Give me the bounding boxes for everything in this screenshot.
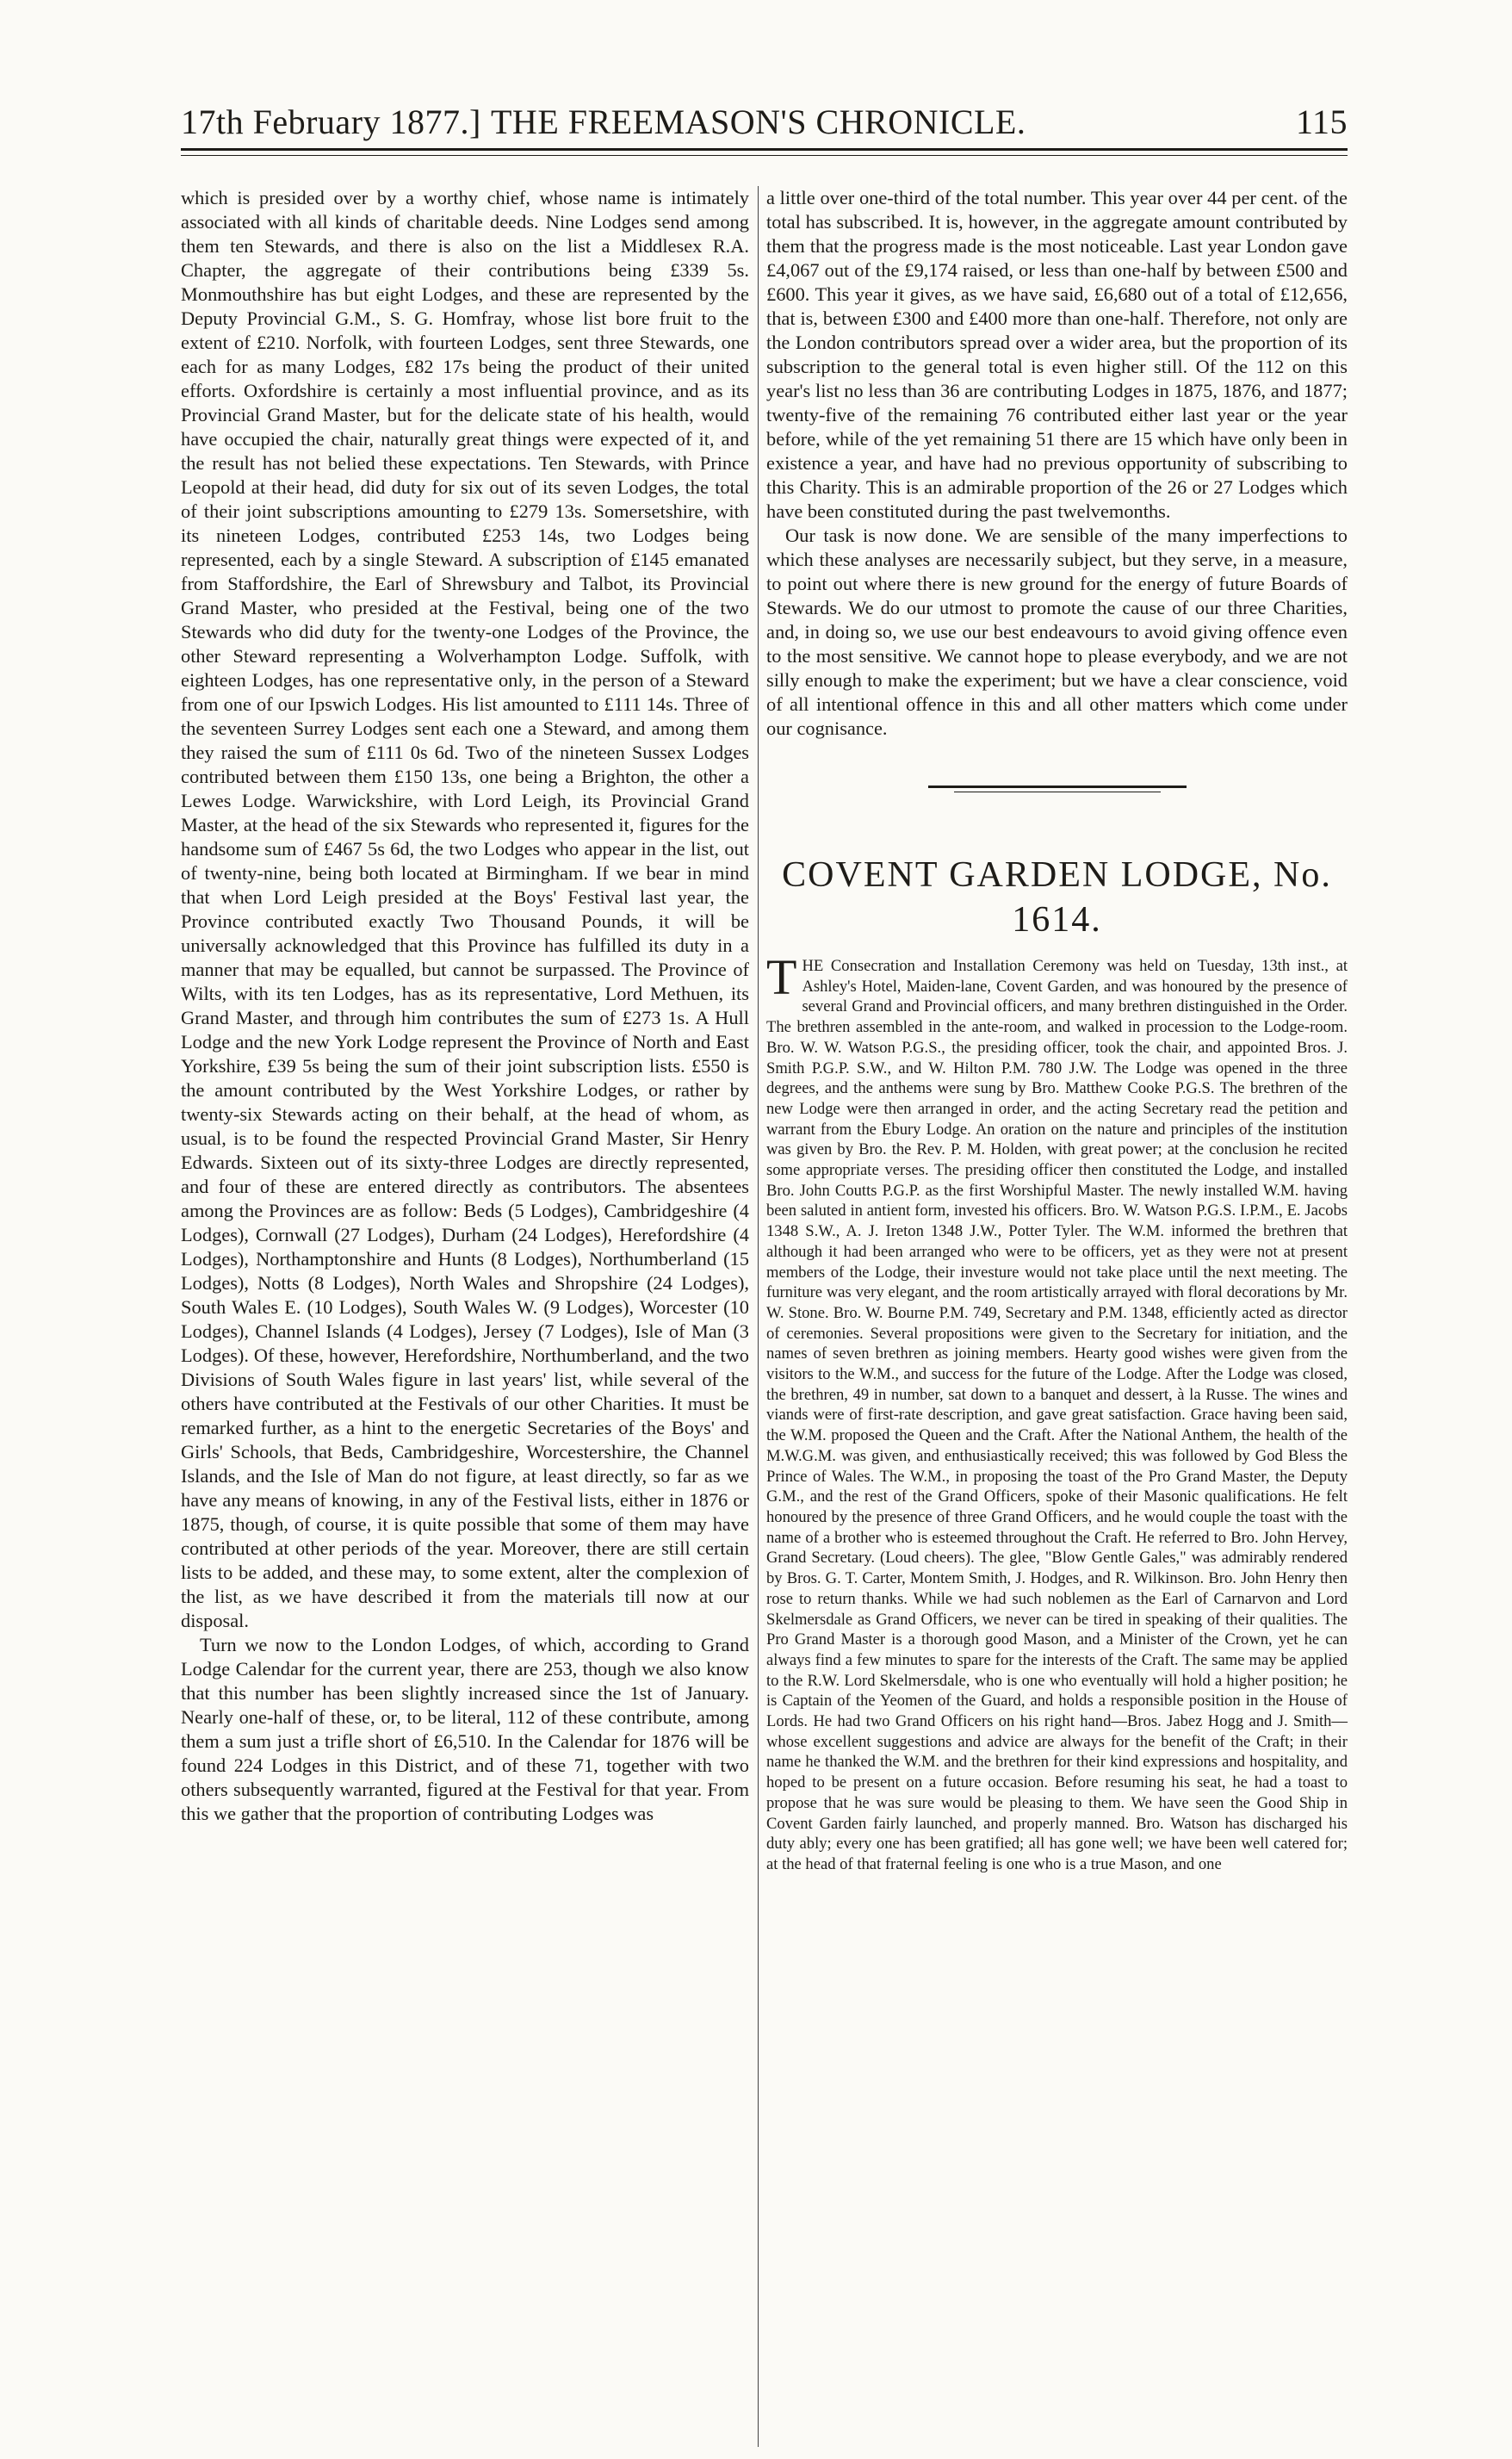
article-paragraph: a little over one-third of the total number. This year over 44 per cent. of the total has subscribed. It is, however, in the aggregate amount contributed by them that the progress made is the most noticeable. Last year London gave £4,067 out of the £9,174 raised, or less than one-half by between £500 and £600. This year it gives, as we have said, £6,680 out of a total of £12,656, that is, between £300 and £400 more than one-half. Therefore, not only are the London contributors spread over a wider area, but the proportion of its subscription to the general total is even higher still. Of the 112 on this year's list no less than 36 are contributing Lodges in 1875, 1876, and 1877; twenty-five of the remaining 76 contributed either last year or the year before, while of the yet remaining 51 there are 15 which have only been in existence a year, and have had no previous opportunity of subscribing to this Charity. This is an admirable proportion of the 26 or 27 Lodges which have been constituted during the past twelvemonths. [766, 187, 1348, 522]
section-separator [928, 786, 1187, 796]
issue-date: 17th February 1877.] [181, 102, 481, 141]
page-header [181, 102, 1348, 143]
article-paragraph: Turn we now to the London Lodges, of which, according to Grand Lodge Calendar for the current year, there are 253, though we also know that this number has been slightly increased since the 1st of January. Nearly one-half of these, or, to be literal, 112 of these contribute, among them a sum just a trifle short of £6,510. In the Calendar for 1876 will be found 224 Lodges in this District, and of these 71, together with two others subsequently warranted, figured at the Festival for that year. From this we gather that the proportion of contributing Lodges was [181, 1634, 749, 1824]
header-rule-thick [181, 148, 1348, 151]
article-paragraph: Our task is now done. We are sensible of the many imperfections to which these analyses are necessarily subject, but they serve, in a measure, to point out where there is new ground for the energy of future Boards of Stewards. We do our utmost to promote the cause of our three Charities, and, in doing so, we use our best endeavours to avoid giving offence even to the most sensitive. We cannot hope to please everybody, and we are not silly enough to make the experiment; but we have a clear conscience, void of all intentional offence in this and all other matters which come under our cognisance. [766, 525, 1348, 739]
left-column [181, 186, 749, 1826]
page-number: 115 [1295, 102, 1348, 141]
report-paragraph [766, 949, 1348, 1875]
section-heading: COVENT GARDEN LODGE, No. 1614. [782, 855, 1332, 940]
article-continuation [766, 186, 1348, 741]
article-paragraph: which is presided over by a worthy chief, whose name is intimately associated with all kinds of charitable deeds. Nine Lodges send among them ten Stewards, and there is also on the list a Middlesex R.A. Chapter, the aggregate of their contributions being £339 5s. Monmouthshire has but eight Lodges, and these are represented by the Deputy Provincial G.M., S. G. Homfray, whose list bore fruit to the extent of £210. Norfolk, with fourteen Lodges, sent three Stewards, one each for as many Lodges, £82 17s being the product of their united efforts. Oxfordshire is certainly a most influential province, and as its Provincial Grand Master, but for the delicate state of his health, would have occupied the chair, naturally great things were expected of it, and the result has not belied these expectations. Ten Stewards, with Prince Leopold at their head, did duty for six out of its seven Lodges, the total of their joint subscriptions amounting to £279 13s. Somersetshire, with its nineteen Lodges, contributed £253 14s, two Lodges being represented, each by a single Steward. A subscription of £145 emanated from Staffordshire, the Earl of Shrewsbury and Talbot, its Provincial Grand Master, who presided at the Festival, being one of the two Stewards who did duty for the twenty-one Lodges of the Province, the other Steward representing a Wolverhampton Lodge. Suffolk, with eighteen Lodges, has one representative only, in the person of a Steward from one of our Ipswich Lodges. His list amounted to £111 14s. Three of the seventeen Surrey Lodges sent each one a Steward, and among them they raised the sum of £111 0s 6d. Two of the nineteen Sussex Lodges contributed between them £150 13s, one being a Brighton, the other a Lewes Lodge. Warwickshire, with Lord Leigh, its Provincial Grand Master, at the head of the six Stewards who represented it, figures for the handsome sum of £467 5s 6d, the two Lodges who appear in the list, out of twenty-nine, being both located at Birmingham. If we bear in mind that when Lord Leigh presided at the Boys' Festival last year, the Province contributed exactly Two Thousand Pounds, it will be universally acknowledged that this Province has fulfilled its duty in a manner that may be equalled, but cannot be surpassed. The Province of Wilts, with its ten Lodges, has as its representative, Lord Methuen, its Grand Master, and through him contributes the sum of £273 1s. A Hull Lodge and the new York Lodge represent the Province of North and East Yorkshire, £39 5s being the sum of their joint subscription lists. £550 is the amount contributed by the West Yorkshire Lodges, or rather by twenty-six Stewards acting on their behalf, at the head of whom, as usual, is to be found the respected Provincial Grand Master, Sir Henry Edwards. Sixteen out of its sixty-three Lodges are directly represented, and four of these are entered directly as contributors. The absentees among the Provinces are as follow: Beds (5 Lodges), Cambridgeshire (4 Lodges), Cornwall (27 Lodges), Durham (24 Lodges), Herefordshire (4 Lodges), Northamptonshire and Hunts (8 Lodges), Northumberland (15 Lodges), Notts (8 Lodges), North Wales and Shropshire (24 Lodges), South Wales E. (10 Lodges), South Wales W. (9 Lodges), Worcester (10 Lodges), Channel Islands (4 Lodges), Jersey (7 Lodges), Isle of Man (3 Lodges). Of these, however, Herefordshire, Northumberland, and the two Divisions of South Wales figure in last years' list, while several of the others have contributed at the Festivals of our other Charities. It must be remarked further, as a hint to the energetic Secretaries of the Boys' and Girls' Schools, that Beds, Cambridgeshire, Worcestershire, the Channel Islands, and the Isle of Man do not figure, at least directly, so far as we have any means of knowing, in any of the Festival lists, either in 1876 or 1875, though, of course, it is quite possible that some of them may have contributed at other periods of the year. Moreover, there are still certain lists to be added, and these may, to some extent, alter the complexion of the list, as we have described it from the materials till now at our disposal. [181, 187, 749, 1631]
right-column [766, 186, 1348, 1875]
drop-cap: T [766, 949, 797, 1005]
lodge-report [766, 949, 1348, 1875]
column-divider [758, 186, 759, 2447]
publication-title: THE FREEMASON'S CHRONICLE. [491, 102, 1026, 141]
report-text: HE Consecration and Installation Ceremony was held on Tuesday, 13th inst., at Ashley's Hotel, Maiden-lane, Covent Garden, and was honoured by the presence of several Grand and Provincial officers, and many brethren distinguished in the Order. The brethren assembled in the ante-room, and walked in procession to the Lodge-room. Bro. W. W. Watson P.G.S., the presiding officer, took the chair, and appointed Bros. J. Smith P.G.P. S.W., and W. Hilton P.M. 780 J.W. The Lodge was opened in the three degrees, and the anthems were sung by Bro. Matthew Cooke P.G.S. The brethren of the new Lodge were then arranged in order, and the acting Secretary read the petition and warrant from the Ebury Lodge. An oration on the nature and principles of the institution was given by Bro. the Rev. P. M. Holden, with great power; at the conclusion he recited some appropriate verses. The presiding officer then constituted the Lodge, and installed Bro. John Coutts P.G.P. as the first Worshipful Master. The newly installed W.M. having been saluted in antient form, invested his officers. Bro. W. Watson P.G.S. I.P.M., E. Jacobs 1348 S.W., A. J. Ireton 1348 J.W., Potter Tyler. The W.M. informed the brethren that although it had been arranged who were to be officers, yet as they were not at present members of the Lodge, their investure would not take place until the next meeting. The furniture was very elegant, and the room artistically arrayed with floral decorations by Mr. W. Stone. Bro. W. Bourne P.M. 749, Secretary and P.M. 1348, efficiently acted as director of ceremonies. Several propositions were given to the Secretary for initiation, and the names of seven brethren as joining members. Hearty good wishes were given from the visitors to the W.M., and success for the future of the Lodge. After the Lodge was closed, the brethren, 49 in number, sat down to a banquet and dessert, à la Russe. The wines and viands were of first-rate description, and gave great satisfaction. Grace having been said, the W.M. proposed the Queen and the Craft. After the National Anthem, the health of the M.W.G.M. was given, and enthusiastically received; this was followed by God Bless the Prince of Wales. The W.M., in proposing the toast of the Pro Grand Master, the Deputy G.M., and the rest of the Grand Officers, spoke of their Masonic qualifications. He felt honoured by the presence of three Grand Officers, and he would couple the toast with the name of a brother who is esteemed throughout the Craft. He referred to Bro. John Hervey, Grand Secretary. (Loud cheers). The glee, "Blow Gentle Gales," was admirably rendered by Bros. G. T. Carter, Montem Smith, J. Hodges, and R. Wilkinson. Bro. John Henry then rose to return thanks. While we had such noblemen as the Earl of Carnarvon and Lord Skelmersdale as Grand Officers, we never can be tired in speaking of their qualities. The Pro Grand Master is a thorough good Mason, and a Minister of the Crown, yet he can always find a few minutes to spare for the interests of the Craft. The same may be applied to the R.W. Lord Skelmersdale, who is one who eventually will hold a higher position; he is Captain of the Yeomen of the Guard, and holds a responsible position in the House of Lords. He had two Grand Officers on his right hand—Bros. Jabez Hogg and J. Smith—whose excellent suggestions and advice are always for the benefit of the Craft; in their name he thanked the W.M. and the brethren for their kind expressions and hospitality, and hoped to be present on a future occasion. Before resuming his seat, he had a toast to propose that he was sure would be pleasing to them. We have seen the Good Ship in Covent Garden fairly launched, and properly manned. Bro. Watson has discharged his duty ably; every one has been gratified; all has gone well; we have been well catered for; at the head of that fraternal feeling is one who is a true Mason, and one [766, 957, 1348, 1873]
header-rule-thin [181, 155, 1348, 156]
